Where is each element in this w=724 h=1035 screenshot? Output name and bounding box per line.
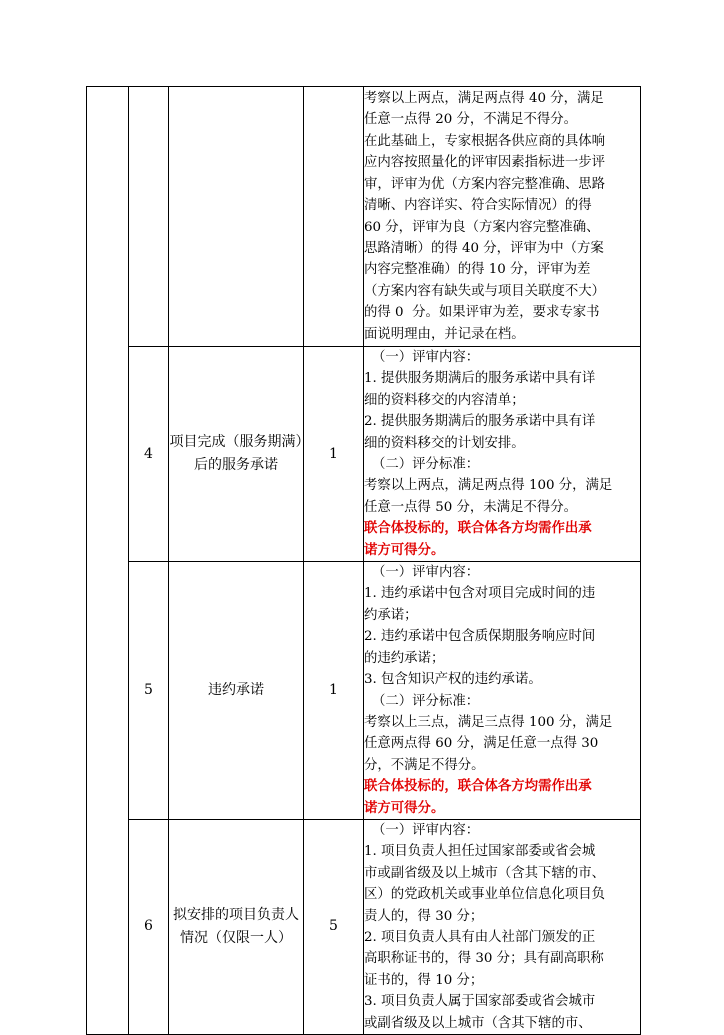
criteria-line: 分，不满足不得分。: [364, 757, 485, 773]
criteria-line: 2. 项目负责人具有由人社部门颁发的正: [364, 929, 596, 945]
table-row: [87, 819, 641, 1034]
criteria-line: 2. 提供服务期满后的服务承诺中具有详: [364, 414, 596, 430]
criteria-line: 高职称证书的，得 30 分；具有副高职称: [364, 951, 604, 967]
item-name: 违约承诺: [169, 562, 304, 820]
row-number: 6: [129, 819, 169, 1034]
consortium-note: 联合体投标的，联合体各方均需作出承: [364, 520, 592, 537]
criteria-line: 3. 项目负责人属于国家部委或省会城市: [364, 994, 596, 1010]
criteria-line: 市或副省级及以上城市（含其下辖的市、: [364, 865, 606, 881]
criteria-line: 的得 0 分。如果评审为差，要求专家书: [364, 305, 600, 321]
criteria-line: 内容完整准确）的得 10 分，评审为差: [364, 262, 591, 278]
criteria-line: 考察以上两点，满足两点得 100 分，满足: [364, 478, 613, 494]
criteria-heading: （一）评审内容：: [372, 822, 480, 838]
criteria-line: 在此基础上，专家根据各供应商的具体响: [364, 133, 606, 149]
category-cell: [87, 87, 129, 1035]
consortium-note: 诺方可得分。: [364, 799, 445, 816]
criteria-line: 考察以上两点，满足两点得 40 分，满足: [364, 91, 604, 107]
criteria-line: （方案内容有缺失或与项目关联度不大）: [364, 283, 606, 299]
criteria-cell: [364, 87, 641, 347]
criteria-line: 审，评审为优（方案内容完整准确、思路: [364, 176, 606, 192]
criteria-line: 区）的党政机关或事业单位信息化项目负: [364, 887, 606, 903]
criteria-line: 的违约承诺；: [364, 650, 445, 666]
criteria-heading: （一）评审内容：: [372, 565, 480, 581]
criteria-line: 面说明理由，并记录在档。: [364, 326, 525, 342]
item-name: 项目完成（服务期满）后的服务承诺: [169, 347, 304, 562]
criteria-line: 应内容按照量化的评审因素指标进一步评: [364, 155, 606, 171]
criteria-line: 细的资料移交的内容清单；: [364, 392, 525, 408]
criteria-line: 思路清晰）的得 40 分，评审为中（方案: [364, 240, 604, 256]
criteria-line: 证书的，得 10 分；: [364, 972, 484, 988]
criteria-line: 或副省级及以上城市（含其下辖的市、: [364, 1015, 592, 1031]
table-row: [87, 347, 641, 562]
criteria-line: 60 分，评审为良（方案内容完整准确、: [364, 219, 600, 235]
table-row: [87, 562, 641, 820]
criteria-cell: [364, 819, 641, 1034]
scoring-table: [86, 86, 641, 1035]
item-score: 5: [304, 819, 364, 1034]
row-number: [129, 87, 169, 347]
row-number: 5: [129, 562, 169, 820]
criteria-line: 细的资料移交的计划安排。: [364, 435, 525, 451]
criteria-line: 任意一点得 50 分，未满足不得分。: [364, 499, 578, 515]
criteria-cell: [364, 347, 641, 562]
row-number: 4: [129, 347, 169, 562]
criteria-line: 约承诺；: [364, 607, 418, 623]
item-name: [169, 87, 304, 347]
consortium-note: 联合体投标的，联合体各方均需作出承: [364, 778, 592, 795]
criteria-line: 2. 违约承诺中包含质保期服务响应时间: [364, 629, 596, 645]
criteria-line: 考察以上三点，满足三点得 100 分，满足: [364, 714, 613, 730]
criteria-heading: （一）评审内容：: [372, 350, 480, 365]
criteria-line: 1. 项目负责人担任过国家部委或省会城: [364, 844, 596, 860]
consortium-note: 诺方可得分。: [364, 541, 445, 558]
criteria-line: 1. 违约承诺中包含对项目完成时间的违: [364, 586, 596, 602]
criteria-cell: [364, 562, 641, 820]
criteria-line: 3. 包含知识产权的违约承诺。: [364, 672, 542, 688]
item-score: 1: [304, 562, 364, 820]
criteria-line: 1. 提供服务期满后的服务承诺中具有详: [364, 371, 596, 387]
criteria-line: 任意两点得 60 分，满足任意一点得 30: [364, 736, 599, 752]
criteria-line: 清晰、内容详实、符合实际情况）的得: [364, 198, 592, 214]
criteria-line: 任意一点得 20 分，不满足不得分。: [364, 112, 578, 128]
item-score: 1: [304, 347, 364, 562]
criteria-heading: （二）评分标准：: [372, 457, 480, 473]
item-name: 拟安排的项目负责人情况（仅限一人）: [169, 819, 304, 1034]
criteria-line: 责人的，得 30 分；: [364, 908, 484, 924]
criteria-heading: （二）评分标准：: [372, 693, 480, 709]
table-row: [87, 87, 641, 347]
item-score: [304, 87, 364, 347]
